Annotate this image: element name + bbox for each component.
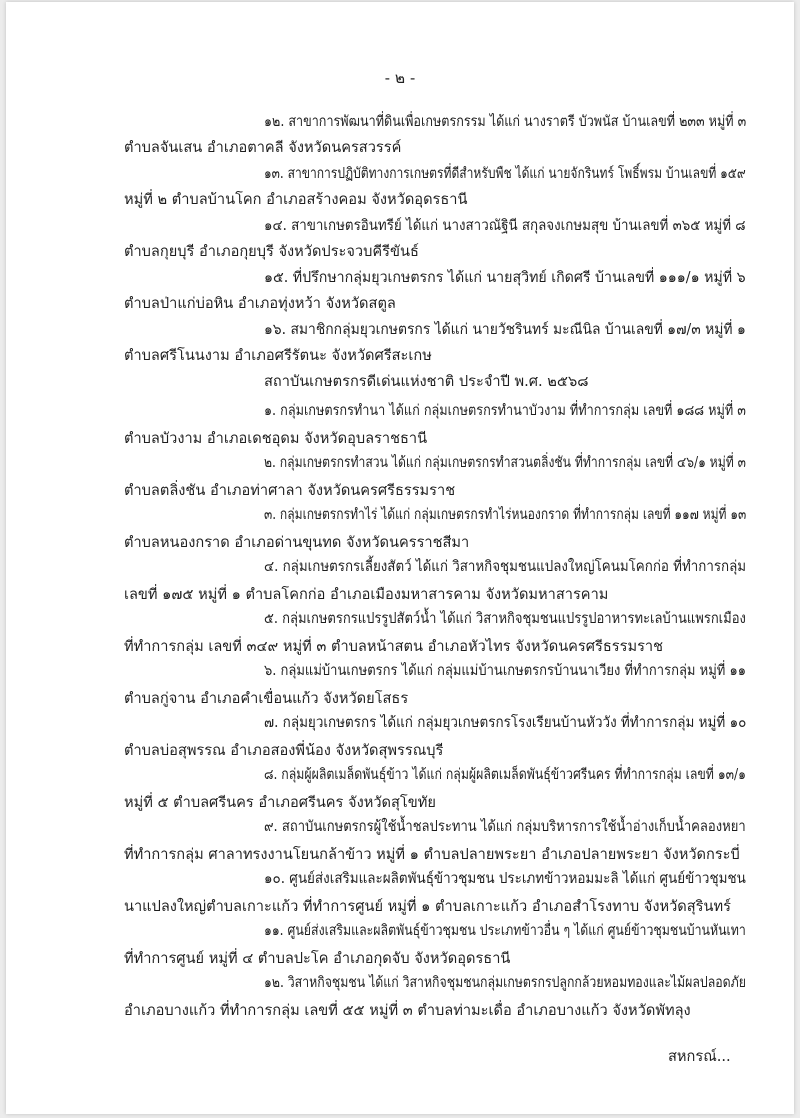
entry-line: ที่ทำการกลุ่ม ศาลาทรงงานโยนกล้าข้าว หมู่ที่ ๑ ตำบลปลายพระยา อำเภอปลายพระยา จังหวัดกระบี่ — [124, 846, 740, 863]
entry-line: ๑๒. วิสาหกิจชุมชน ได้แก่ วิสาหกิจชุมชนกลุ่มเกษตรกรปลูกกล้วยหอมทองและไม้ผลปลอดภัย — [264, 974, 747, 991]
entry-line: ตำบลบ่อสุพรรณ อำเภอสองพี่น้อง จังหวัดสุพรรณบุรี — [124, 742, 444, 759]
entry-line: ๑๓. สาขาการปฏิบัติทางการเกษตรที่ดีสำหรับพืช ได้แก่ นายจักรินทร์ โพธิ์พรม บ้านเลขที่ ๑๕๙ — [264, 165, 746, 182]
document-page — [6, 2, 794, 1114]
entry-line: ๑๔. สาขาเกษตรอินทรีย์ ได้แก่ นางสาวณัฐินี สกุลจงเกษมสุข บ้านเลขที่ ๓๖๕ หมู่ที่ ๘ — [264, 217, 746, 234]
entry-line: ๑๑. ศูนย์ส่งเสริมและผลิตพันธุ์ข้าวชุมชน ประเภทข้าวอื่น ๆ ได้แก่ ศูนย์ข้าวชุมชนบ้านหันเทา — [264, 922, 746, 939]
entry-line: ๕. กลุ่มเกษตรกรแปรรูปสัตว์น้ำ ได้แก่ วิสาหกิจชุมชนแปรรูปอาหารทะเลบ้านแพรกเมือง — [264, 610, 746, 627]
entry-line: ตำบลกุยบุรี อำเภอกุยบุรี จังหวัดประจวบคีรีขันธ์ — [124, 243, 419, 260]
entry-line: ตำบลหนองกราด อำเภอด่านขุนทด จังหวัดนครราชสีมา — [124, 534, 470, 551]
entry-line: ๖. กลุ่มแม่บ้านเกษตรกร ได้แก่ กลุ่มแม่บ้านเกษตรกรบ้านนาเวียง ที่ทำการกลุ่ม หมู่ที่ ๑๑ — [264, 662, 746, 679]
entry-line: ตำบลจันเสน อำเภอตาคลี จังหวัดนครสวรรค์ — [124, 139, 402, 156]
entry-line: อำเภอบางแก้ว ที่ทำการกลุ่ม เลขที่ ๕๕ หมู่ที่ ๓ ตำบลท่ามะเดื่อ อำเภอบางแก้ว จังหวัดพัทลุง — [124, 1002, 691, 1019]
section-heading: สถาบันเกษตรกรดีเด่นแห่งชาติ ประจำปี พ.ศ. ๒๕๖๘ — [264, 373, 589, 390]
entry-line: ๔. กลุ่มเกษตรกรเลี้ยงสัตว์ ได้แก่ วิสาหกิจชุมชนแปลงใหญ่โคนมโคกก่อ ที่ทำการกลุ่ม — [264, 558, 747, 575]
continuation-footer: สหกรณ์... — [668, 1048, 731, 1065]
entry-line: ที่ทำการกลุ่ม เลขที่ ๓๔๙ หมู่ที่ ๓ ตำบลหน้าสตน อำเภอหัวไทร จังหวัดนครศรีธรรมราช — [124, 638, 664, 655]
entry-line: ๗. กลุ่มยุวเกษตรกร ได้แก่ กลุ่มยุวเกษตรกรโรงเรียนบ้านหัววัง ที่ทำการกลุ่ม หมู่ที่ ๑๐ — [264, 714, 747, 731]
entry-line: ที่ทำการศูนย์ หมู่ที่ ๔ ตำบลปะโค อำเภอกุดจับ จังหวัดอุดรธานี — [124, 950, 511, 967]
page-number: - ๒ - — [384, 69, 416, 87]
entry-line: หมู่ที่ ๕ ตำบลศรีนคร อำเภอศรีนคร จังหวัดสุโขทัย — [124, 794, 436, 811]
entry-line: ๓. กลุ่มเกษตรกรทำไร่ ได้แก่ กลุ่มเกษตรกรทำไร่หนองกราด ที่ทำการกลุ่ม เลขที่ ๑๑๗ หมู่ที่ ๑๓ — [264, 506, 747, 523]
entry-line: ตำบลกู่จาน อำเภอคำเขื่อนแก้ว จังหวัดยโสธร — [124, 690, 409, 707]
entry-line: ๒. กลุ่มเกษตรกรทำสวน ได้แก่ กลุ่มเกษตรกรทำสวนตลิ่งชัน ที่ทำการกลุ่ม เลขที่ ๔๖/๑ หมู่ที่ ๓ — [264, 454, 746, 471]
entry-line: ๑๖. สมาชิกกลุ่มยุวเกษตรกร ได้แก่ นายวัชรินทร์ มะณีนิล บ้านเลขที่ ๑๗/๓ หมู่ที่ ๑ — [264, 321, 746, 338]
entry-line: หมู่ที่ ๒ ตำบลบ้านโคก อำเภอสร้างคอม จังหวัดอุดรธานี — [124, 191, 468, 208]
entry-line: ตำบลตลิ่งชัน อำเภอท่าศาลา จังหวัดนครศรีธรรมราช — [124, 482, 456, 499]
entry-line: ๑๕. ที่ปรึกษากลุ่มยุวเกษตรกร ได้แก่ นายสุวิทย์ เกิดศรี บ้านเลขที่ ๑๑๑/๑ หมู่ที่ ๖ — [264, 269, 746, 286]
entry-line: ๘. กลุ่มผู้ผลิตเมล็ดพันธุ์ข้าว ได้แก่ กลุ่มผู้ผลิตเมล็ดพันธุ์ข้าวศรีนคร ที่ทำการกลุ่ม เลขที่ ๑๓/๑ — [264, 766, 746, 783]
entry-line: ตำบลป่าแก่บ่อหิน อำเภอทุ่งหว้า จังหวัดสตูล — [124, 295, 396, 312]
entry-line: ๙. สถาบันเกษตรกรผู้ใช้น้ำชลประทาน ได้แก่ กลุ่มบริหารการใช้น้ำอ่างเก็บน้ำคลองหยา — [264, 818, 746, 835]
entry-line: เลขที่ ๑๗๕ หมู่ที่ ๑ ตำบลโคกก่อ อำเภอเมืองมหาสารคาม จังหวัดมหาสารคาม — [124, 586, 609, 603]
entry-line: ๑๐. ศูนย์ส่งเสริมและผลิตพันธุ์ข้าวชุมชน ประเภทข้าวหอมมะลิ ได้แก่ ศูนย์ข้าวชุมชน — [264, 870, 746, 887]
entry-line: ๑. กลุ่มเกษตรกรทำนา ได้แก่ กลุ่มเกษตรกรทำนาบัวงาม ที่ทำการกลุ่ม เลขที่ ๑๘๘ หมู่ที่ ๓ — [264, 402, 746, 419]
entry-line: ๑๒. สาขาการพัฒนาที่ดินเพื่อเกษตรกรรม ได้แก่ นางราตรี บัวพนัส บ้านเลขที่ ๒๓๓ หมู่ที่ ๓ — [264, 113, 747, 130]
entry-line: นาแปลงใหญ่ตำบลเกาะแก้ว ที่ทำการศูนย์ หมู่ที่ ๑ ตำบลเกาะแก้ว อำเภอสำโรงทาบ จังหวัดสุรินทร์ — [124, 898, 731, 915]
entry-line: ตำบลศรีโนนงาม อำเภอศรีรัตนะ จังหวัดศรีสะเกษ — [124, 347, 432, 364]
entry-line: ตำบลบัวงาม อำเภอเดชอุดม จังหวัดอุบลราชธานี — [124, 430, 428, 447]
